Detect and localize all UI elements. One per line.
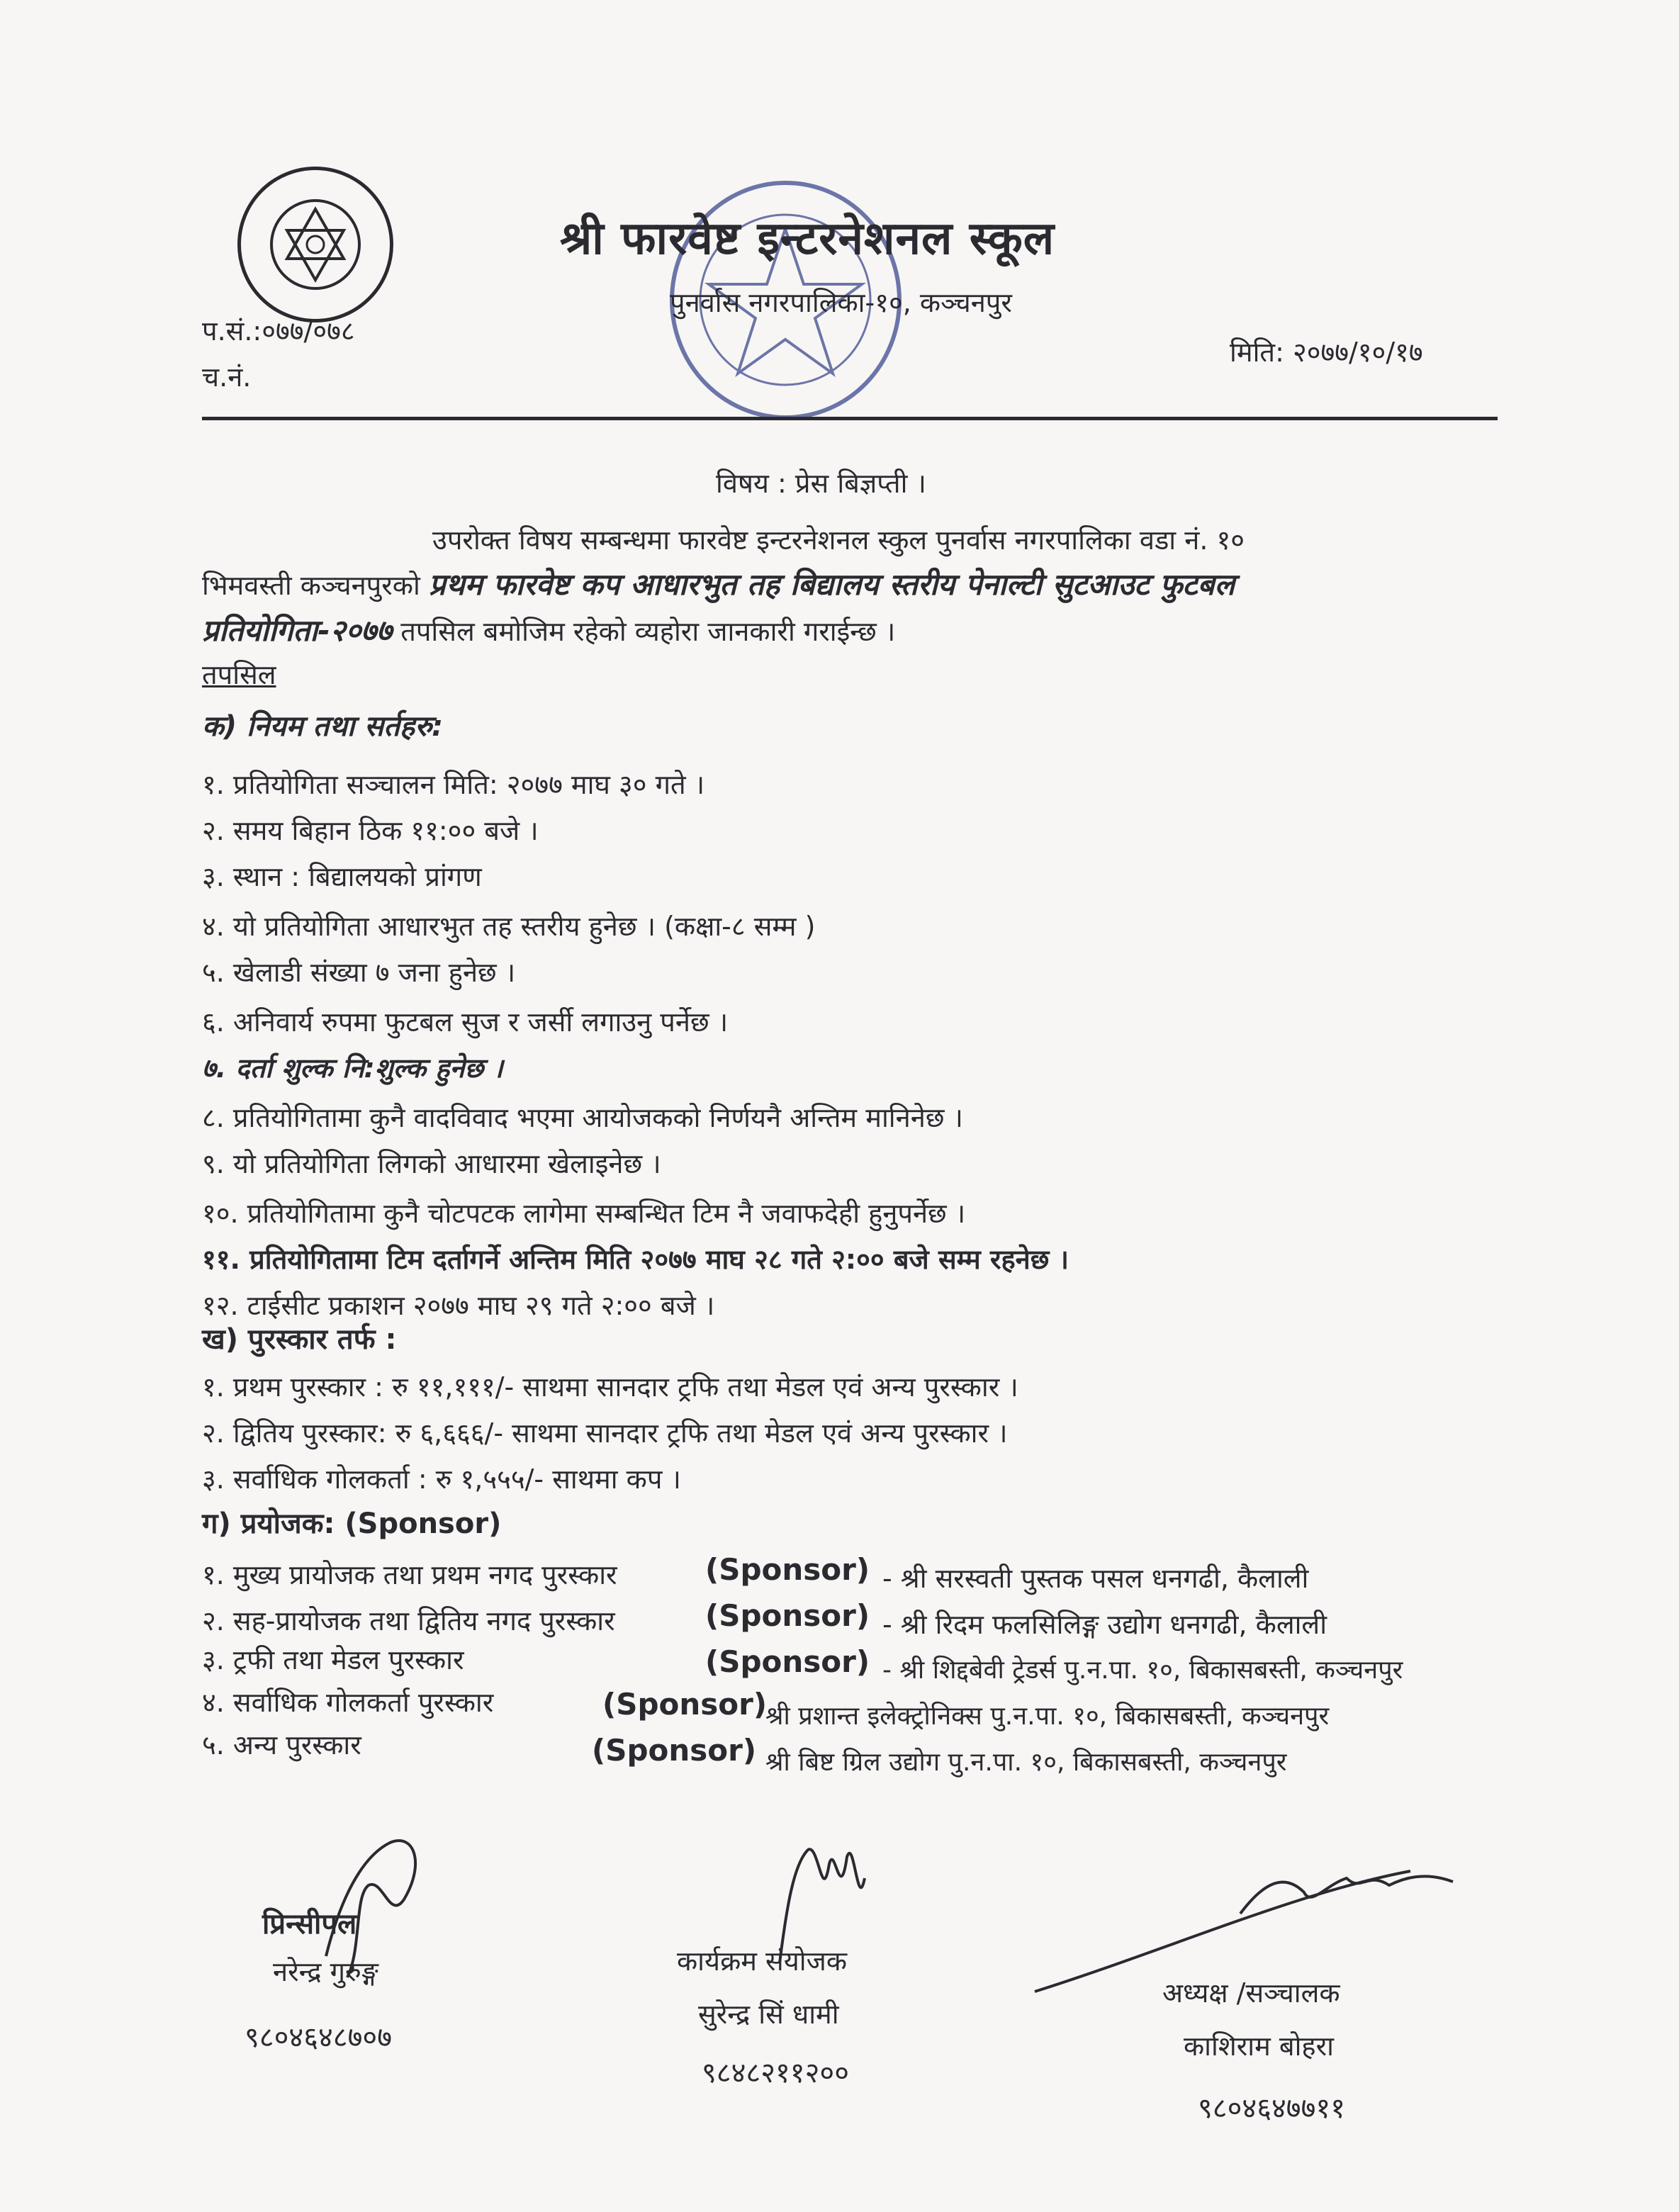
intro-line-3 bbox=[202, 610, 895, 650]
rules-heading: क) नियम तथा सर्तहरु: bbox=[202, 710, 444, 743]
prize-item-3: ३. सर्वाधिक गोलकर्ता : रु १,५५५/- साथमा कप । bbox=[202, 1464, 681, 1495]
rule-item-11: ११. प्रतियोगितामा टिम दर्तागर्ने अन्तिम मिति २०७७ माघ २८ गते २:०० बजे सम्म रहनेछ । bbox=[202, 1244, 1069, 1275]
header-divider bbox=[202, 417, 1498, 420]
rule-item-10: १०. प्रतियोगितामा कुनै चोटपटक लागेमा सम्बन्धित टिम नै जवाफदेही हुनुपर्नेछ । bbox=[202, 1198, 966, 1229]
rule-item-7: ७. दर्ता शुल्क नि:शुल्क हुनेछ । bbox=[202, 1052, 503, 1084]
rule-item-2: २. समय बिहान ठिक ११:०० बजे । bbox=[202, 815, 539, 846]
school-logo bbox=[237, 167, 393, 322]
sponsor-name-3: - श्री शिद्दबेवी ट्रेडर्स पु.न.पा. १०, बिकासबस्ती, कञ्चनपुर bbox=[882, 1656, 1403, 1685]
rule-item-8: ८. प्रतियोगितामा कुनै वादविवाद भएमा आयोजकको निर्णयनै अन्तिम मानिनेछ । bbox=[202, 1102, 963, 1133]
rule-item-6: ६. अनिवार्य रुपमा फुटबल सुज र जर्सी लगाउनु पर्नेछ । bbox=[202, 1006, 729, 1038]
rule-item-4: ४. यो प्रतियोगिता आधारभुत तह स्तरीय हुनेछ । (कक्षा-८ सम्म ) bbox=[202, 911, 816, 942]
logo-emblem-icon bbox=[241, 170, 390, 319]
signature-role-principal: प्रिन्सीपल bbox=[262, 1908, 357, 1941]
signature-phone-coordinator: ९८४८२११२०० bbox=[702, 2057, 849, 2089]
intro-line-2 bbox=[202, 563, 1235, 604]
signature-phone-chairman: ९८०४६४७७११ bbox=[1198, 2092, 1345, 2125]
school-name: श्री फारवेष्ट इन्टरनेशनल स्कूल bbox=[560, 213, 1055, 265]
school-address: पुनर्वास नगरपालिका-१०, कञ्चनपुर bbox=[670, 287, 1012, 318]
issue-date: मिति: २०७७/१०/१७ bbox=[1230, 337, 1423, 368]
sponsor-name-2: - श्री रिदम फलसिलिङ्ग उद्योग धनगढी, कैलाली bbox=[882, 1609, 1327, 1640]
intro-line-2-emphasis: प्रथम फारवेष्ट कप आधारभुत तह बिद्यालय स्तरीय पेनाल्टी सुटआउट फुटबल bbox=[428, 567, 1235, 602]
prizes-heading: ख) पुरस्कार तर्फ : bbox=[202, 1323, 397, 1356]
sponsor-tag-5: (Sponsor) bbox=[592, 1733, 757, 1768]
sponsors-heading: ग) प्रयोजक: (Sponsor) bbox=[202, 1508, 502, 1540]
sponsor-tag-2: (Sponsor) bbox=[705, 1598, 870, 1633]
sponsor-tag-1: (Sponsor) bbox=[705, 1552, 870, 1587]
signature-name-chairman: काशिराम बोहरा bbox=[1184, 2031, 1334, 2062]
sponsor-label-3: ३. ट्रफी तथा मेडल पुरस्कार bbox=[202, 1644, 464, 1675]
signature-name-coordinator: सुरेन्द्र सिं धामी bbox=[698, 1999, 839, 2030]
signature-role-chairman: अध्यक्ष /सञ्चालक bbox=[1162, 1977, 1340, 2009]
sponsor-tag-4: (Sponsor) bbox=[602, 1687, 768, 1722]
sponsor-name-5: श्री बिष्ट ग्रिल उद्योग पु.न.पा. १०, बिकासबस्ती, कञ्चनपुर bbox=[765, 1748, 1287, 1777]
sponsor-label-2: २. सह-प्रायोजक तथा द्वितिय नगद पुरस्कार bbox=[202, 1605, 615, 1636]
intro-line-2-plain: भिमवस्ती कञ्चनपुरको bbox=[202, 570, 420, 601]
rule-item-3: ३. स्थान : बिद्यालयको प्रांगण bbox=[202, 861, 482, 892]
subject-line: विषय : प्रेस बिज्ञप्ती । bbox=[716, 468, 926, 499]
prize-item-2: २. द्वितिय पुरस्कार: रु ६,६६६/- साथमा सानदार ट्रफि तथा मेडल एवं अन्य पुरस्कार । bbox=[202, 1417, 1008, 1449]
rule-item-5: ५. खेलाडी संख्या ७ जना हुनेछ । bbox=[202, 957, 516, 988]
sponsor-name-1: - श्री सरस्वती पुस्तक पसल धनगढी, कैलाली bbox=[882, 1563, 1309, 1594]
signature-name-principal: नरेन्द्र गुरुङ्ग bbox=[273, 1956, 378, 1987]
sponsor-label-4: ४. सर्वाधिक गोलकर्ता पुरस्कार bbox=[202, 1687, 494, 1718]
intro-line-3-plain: तपसिल बमोजिम रहेको व्यहोरा जानकारी गराईन्छ । bbox=[400, 616, 896, 647]
sponsor-tag-3: (Sponsor) bbox=[705, 1644, 870, 1679]
intro-line-3-emphasis: प्रतियोगिता-२०७७ bbox=[202, 613, 393, 648]
rule-item-9: ९. यो प्रतियोगिता लिगको आधारमा खेलाइनेछ । bbox=[202, 1148, 661, 1179]
rule-item-1: १. प्रतियोगिता सञ्चालन मिति: २०७७ माघ ३० गते । bbox=[202, 769, 705, 800]
prize-item-1: १. प्रथम पुरस्कार : रु ११,१११/- साथमा सानदार ट्रफि तथा मेडल एवं अन्य पुरस्कार । bbox=[202, 1371, 1018, 1403]
dispatch-number: च.नं. bbox=[202, 361, 252, 393]
sponsor-label-5: ५. अन्य पुरस्कार bbox=[202, 1729, 361, 1761]
sponsor-label-1: १. मुख्य प्रायोजक तथा प्रथम नगद पुरस्कार bbox=[202, 1559, 617, 1590]
reference-number: प.सं.:०७७/०७८ bbox=[202, 315, 355, 347]
tapsil-heading: तपसिल bbox=[202, 659, 276, 690]
intro-line-1: उपरोक्त विषय सम्बन्धमा फारवेष्ट इन्टरनेशनल स्कुल पुनर्वास नगरपालिका वडा नं. १० bbox=[432, 524, 1245, 556]
signature-role-coordinator: कार्यक्रम संयोजक bbox=[677, 1946, 848, 1977]
signature-phone-principal: ९८०४६४८७०७ bbox=[245, 2021, 392, 2054]
signature-chairman-icon bbox=[1028, 1829, 1467, 1999]
sponsor-name-4: श्री प्रशान्त इलेक्ट्रोनिक्स पु.न.पा. १०, बिकासबस्ती, कञ्चनपुर bbox=[765, 1702, 1330, 1731]
rule-item-12: १२. टाईसीट प्रकाशन २०७७ माघ २९ गते २:०० बजे । bbox=[202, 1290, 715, 1321]
